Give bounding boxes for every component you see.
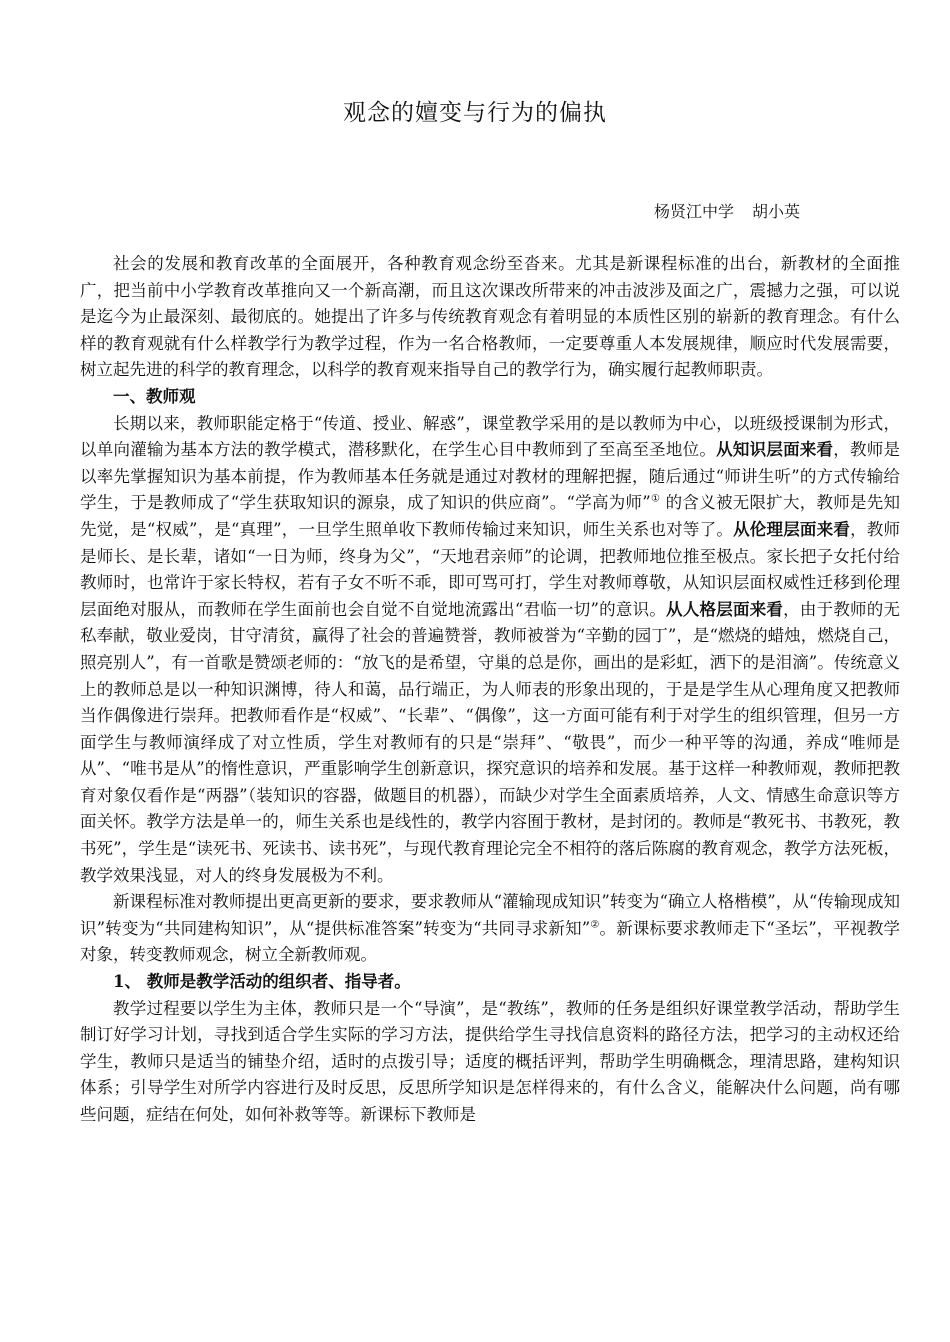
section-heading-teacher-view: 一、教师观 xyxy=(113,386,196,406)
paragraph-new-standard xyxy=(80,889,900,969)
subheading-organizer: 1、 教师是教学活动的组织者、指导者。 xyxy=(113,972,411,992)
text-run: ，教师是以率先掌握知识为基本前提，作为教师基本任务就是通过对教材的理解把握，随后通过“师讲生听”的方式传输给学生，于是教师成了“学生获取知识的源泉，成了知识的供应商”。“学高为师” xyxy=(80,440,901,513)
footnote-marker-1: ① xyxy=(650,493,661,505)
footnote-marker-2: ② xyxy=(590,919,600,931)
text-run: 的含义被无限扩大，教师是先知先觉，是“权威”，是“真理”，一旦学生照单收下教师传输过来知识，师生关系也对等了。 xyxy=(80,493,900,539)
author-school: 杨贤江中学 xyxy=(654,202,735,221)
intro-paragraph: 社会的发展和教育改革的全面展开，各种教育观念纷至沓来。尤其是新课程标准的出台，新教材的全面推广，把当前中小学教育改革推向又一个新高潮，而且这次课改所带来的冲击波涉及面之广，震撼力之强，可以说是迄今为止最深刻、最彻底的。她提出了许多与传统教育观念有着明显的本质性区别的崭新的教育理念。有什么样的教育观就有什么样教学行为教学过程，作为一名合格教师，一定要尊重人本发展规律，顺应时代发展需要，树立起先进的科学的教育理念，以科学的教育观来指导自己的教学行为，确实履行起教师职责。 xyxy=(80,254,900,380)
bold-phrase-ethics: 从伦理层面来看 xyxy=(733,519,851,539)
document-body xyxy=(80,251,900,1129)
author-name: 胡小英 xyxy=(752,202,801,221)
document-title: 观念的嬗变与行为的偏执 xyxy=(343,100,607,126)
bold-phrase-knowledge: 从知识层面来看 xyxy=(716,440,834,460)
paragraph-traditional-view xyxy=(80,411,900,890)
text-run: 新课程标准对教师提出更高更新的要求，要求教师从“灌输现成知识”转变为“确立人格楷模”，从“传输现成知识”转变为“共同建构知识”，从“提供标准答案”转变为“共同寻求新知” xyxy=(80,892,900,938)
bold-phrase-personality: 从人格层面来看 xyxy=(666,599,784,619)
text-run: 。新课标要求教师走下“圣坛”，平视教学对象，转变教师观念，树立全新教师观。 xyxy=(80,918,900,965)
text-run: 长期以来，教师职能定格于“传道、授业、解惑”，课堂教学采用的是以教师为中心，以班级授课制为形式，以单向灌输为基本方法的教学模式，潜移默化，在学生心目中教师到了至高至圣地位。 xyxy=(80,413,900,460)
paragraph-organizer: 教学过程要以学生为主体，教师只是一个“导演”，是“教练”，教师的任务是组织好课堂教学活动，帮助学生制订好学习计划，寻找到适合学生实际的学习方法，提供给学生寻找信息资料的路径方法，把学习的主动权还给学生，教师只是适当的铺垫介绍，适时的点拨引导；适度的概括评判，帮助学生明确概念，理清思路，建构知识体系；引导学生对所学内容进行及时反思，反思所学知识是怎样得来的，有什么含义，能解决什么问题，尚有哪些问题，症结在何处，如何补救等等。新课标下教师是 xyxy=(80,998,900,1124)
text-run: ，教师是师长、是长辈，诸如“一日为师，终身为父”，“天地君亲师”的论调，把教师地位推至极点。家长把子女托付给教师时，也常许于家长特权，若有子女不听不乖，即可骂可打，学生对教师尊敬，从知识层面权威性迁移到伦理层面绝对服从，而教师在学生面前也会自觉不自觉地流露出“君临一切”的意识。 xyxy=(80,519,901,619)
text-run: ，由于教师的无私奉献，敬业爱岗，甘守清贫，赢得了社会的普遍赞誉，教师被誉为“辛勤的园丁”，是“燃烧的蜡烛，燃烧自己，照亮别人”，有一首歌是赞颂老师的：“放飞的是希望，守巢的总是你，画出的是彩虹，洒下的是泪滴”。传统意义上的教师总是以一种知识渊博，待人和蔼，品行端正，为人师表的形象出现的，于是是学生从心理角度又把教师当作偶像进行崇拜。把教师看作是“权威”、“长辈”、“偶像”，这一方面可能有利于对学生的组织管理，但另一方面学生与教师演绎成了对立性质，学生对教师有的只是“崇拜”、“敬畏”，而少一种平等的沟通，养成“唯师是从”、“唯书是从”的惰性意识，严重影响学生创新意识，探究意识的培养和发展。基于这样一种教师观，教师把教育对象仅看作是“两器”（装知识的容器，做题目的机器），而缺少对学生全面素质培养，人文、情感生命意识等方面关怀。教学方法是单一的，师生关系也是线性的，教学内容囿于教材，是封闭的。教师是“教死书、书教死，教书死”，学生是“读死书、死读书、读书死”，与现代教育理论完全不相符的落后陈腐的教育观念，教学方法死板，教学效果浅显，对人的终身发展极为不利。 xyxy=(80,599,901,885)
author-line xyxy=(654,199,800,222)
